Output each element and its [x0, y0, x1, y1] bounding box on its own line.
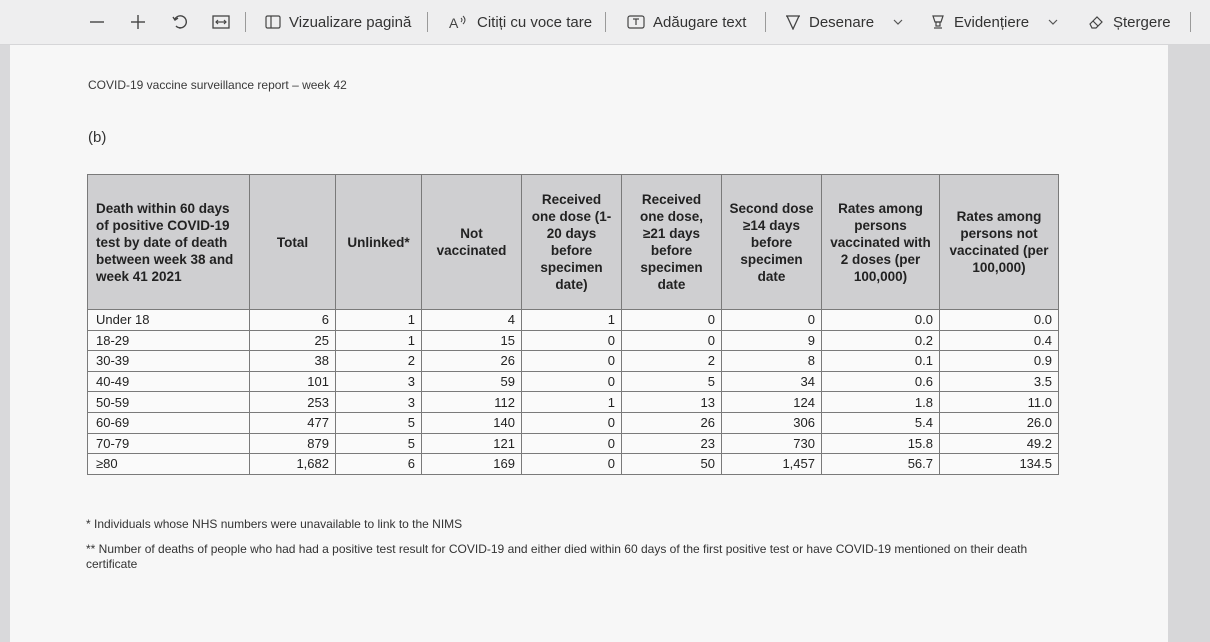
table-row: [88, 433, 1059, 454]
table-cell: 0: [522, 330, 622, 351]
table-cell: 121: [422, 433, 522, 454]
table-cell: 26: [622, 412, 722, 433]
table-cell: 26: [422, 351, 522, 372]
table-cell: 26.0: [940, 412, 1059, 433]
eraser-icon: [1087, 14, 1105, 30]
footnote-deaths-definition: ** Number of deaths of people who had had a positive test result for COVID-19 and either died within 60 days of the first positive test or have COVID-19 mentioned on their death certificate: [86, 542, 1028, 571]
table-header-row: [88, 175, 1059, 310]
age-group-cell: 70-79: [88, 433, 250, 454]
table-cell: 50: [622, 454, 722, 475]
table-cell: 134.5: [940, 454, 1059, 475]
table-cell: 112: [422, 392, 522, 413]
table-row: [88, 392, 1059, 413]
erase-label: Ștergere: [1113, 13, 1171, 31]
table-cell: 23: [622, 433, 722, 454]
column-header: Rates among persons vaccinated with 2 doses (per 100,000): [822, 175, 940, 310]
table-cell: 0.4: [940, 330, 1059, 351]
highlight-button[interactable]: [930, 8, 1059, 36]
table-cell: 124: [722, 392, 822, 413]
viewer-margin-right: [1168, 45, 1210, 642]
table-body: [88, 310, 1059, 475]
column-header: Second dose ≥14 days before specimen date: [722, 175, 822, 310]
table-cell: 306: [722, 412, 822, 433]
table-cell: 6: [250, 310, 336, 331]
zoom-out-icon[interactable]: [86, 11, 108, 33]
table-cell: 1.8: [822, 392, 940, 413]
table-cell: 0.6: [822, 371, 940, 392]
read-aloud-button[interactable]: [449, 8, 592, 36]
table-cell: 34: [722, 371, 822, 392]
age-group-cell: 60-69: [88, 412, 250, 433]
toolbar-divider: [605, 12, 606, 32]
table-cell: 140: [422, 412, 522, 433]
table-cell: 5: [336, 412, 422, 433]
table-cell: 38: [250, 351, 336, 372]
table-cell: 0: [622, 330, 722, 351]
table-cell: 0: [622, 310, 722, 331]
table-cell: 879: [250, 433, 336, 454]
toolbar-divider: [245, 12, 246, 32]
table-row: [88, 412, 1059, 433]
age-group-cell: 30-39: [88, 351, 250, 372]
table-cell: 15: [422, 330, 522, 351]
table-cell: 56.7: [822, 454, 940, 475]
table-row: [88, 371, 1059, 392]
table-cell: 13: [622, 392, 722, 413]
chevron-down-icon[interactable]: [1047, 18, 1059, 26]
table-cell: 0: [522, 351, 622, 372]
toolbar-divider: [1190, 12, 1191, 32]
column-header: Received one dose, ≥21 days before specimen date: [622, 175, 722, 310]
table-row: [88, 351, 1059, 372]
table-row: [88, 454, 1059, 475]
table-cell: 0: [522, 412, 622, 433]
table-cell: 0: [722, 310, 822, 331]
add-text-label: Adăugare text: [653, 13, 747, 31]
table-cell: 2: [622, 351, 722, 372]
fit-width-icon[interactable]: [210, 11, 232, 33]
column-header: Rates among persons not vaccinated (per 100,000): [940, 175, 1059, 310]
table-cell: 1: [336, 330, 422, 351]
table-cell: 1,682: [250, 454, 336, 475]
viewer-margin-left: [0, 45, 10, 642]
table-cell: 477: [250, 412, 336, 433]
table-cell: 0.2: [822, 330, 940, 351]
column-header: Unlinked*: [336, 175, 422, 310]
report-header: COVID-19 vaccine surveillance report – week 42: [88, 78, 347, 92]
table-cell: 9: [722, 330, 822, 351]
table-cell: 1: [336, 310, 422, 331]
toolbar-divider: [765, 12, 766, 32]
add-text-icon: [627, 15, 645, 29]
chevron-down-icon[interactable]: [892, 18, 904, 26]
pdf-toolbar: [0, 0, 1210, 45]
column-header: Total: [250, 175, 336, 310]
read-aloud-icon: [449, 14, 469, 30]
table-cell: 0.0: [822, 310, 940, 331]
add-text-button[interactable]: [627, 8, 746, 36]
table-cell: 3: [336, 392, 422, 413]
highlighter-icon: [930, 14, 946, 30]
table-cell: 8: [722, 351, 822, 372]
table-cell: 25: [250, 330, 336, 351]
table-cell: 169: [422, 454, 522, 475]
age-group-cell: Under 18: [88, 310, 250, 331]
svg-text:A: A: [449, 15, 459, 30]
table-cell: 0: [522, 454, 622, 475]
deaths-by-vaccination-table: [87, 174, 1059, 475]
table-cell: 1,457: [722, 454, 822, 475]
page-view-icon: [265, 15, 281, 29]
table-cell: 0.0: [940, 310, 1059, 331]
table-cell: 3: [336, 371, 422, 392]
table-cell: 101: [250, 371, 336, 392]
footnote-unlinked: * Individuals whose NHS numbers were unavailable to link to the NIMS: [86, 517, 463, 531]
table-cell: 0: [522, 371, 622, 392]
pdf-page: [10, 45, 1168, 642]
table-cell: 730: [722, 433, 822, 454]
table-row: [88, 310, 1059, 331]
table-cell: 2: [336, 351, 422, 372]
age-group-cell: 40-49: [88, 371, 250, 392]
table-cell: 6: [336, 454, 422, 475]
table-cell: 4: [422, 310, 522, 331]
table-cell: 0.9: [940, 351, 1059, 372]
column-header: Received one dose (1-20 days before specimen date): [522, 175, 622, 310]
age-group-cell: ≥80: [88, 454, 250, 475]
highlight-label: Evidențiere: [954, 13, 1030, 31]
column-header: Death within 60 days of positive COVID-19 test by date of death between week 38 and week 41 2021: [88, 175, 250, 310]
table-cell: 49.2: [940, 433, 1059, 454]
table-cell: 1: [522, 310, 622, 331]
read-aloud-label: Citiți cu voce tare: [477, 13, 593, 31]
draw-button[interactable]: [785, 8, 904, 36]
table-cell: 0: [522, 433, 622, 454]
table-cell: 5: [336, 433, 422, 454]
table-cell: 1: [522, 392, 622, 413]
age-group-cell: 18-29: [88, 330, 250, 351]
page-view-label: Vizualizare pagină: [289, 13, 412, 31]
rotate-icon[interactable]: [169, 11, 191, 33]
column-header: Not vaccinated: [422, 175, 522, 310]
section-label: (b): [88, 129, 107, 146]
table-cell: 0.1: [822, 351, 940, 372]
zoom-in-icon[interactable]: [127, 11, 149, 33]
table-cell: 5: [622, 371, 722, 392]
table-row: [88, 330, 1059, 351]
table-cell: 3.5: [940, 371, 1059, 392]
table-cell: 253: [250, 392, 336, 413]
draw-icon: [785, 14, 801, 30]
table-cell: 59: [422, 371, 522, 392]
age-group-cell: 50-59: [88, 392, 250, 413]
table-cell: 5.4: [822, 412, 940, 433]
table-cell: 15.8: [822, 433, 940, 454]
page-view-button[interactable]: [265, 8, 411, 36]
toolbar-divider: [427, 12, 428, 32]
draw-label: Desenare: [809, 13, 875, 31]
erase-button[interactable]: [1087, 8, 1171, 36]
table-cell: 11.0: [940, 392, 1059, 413]
